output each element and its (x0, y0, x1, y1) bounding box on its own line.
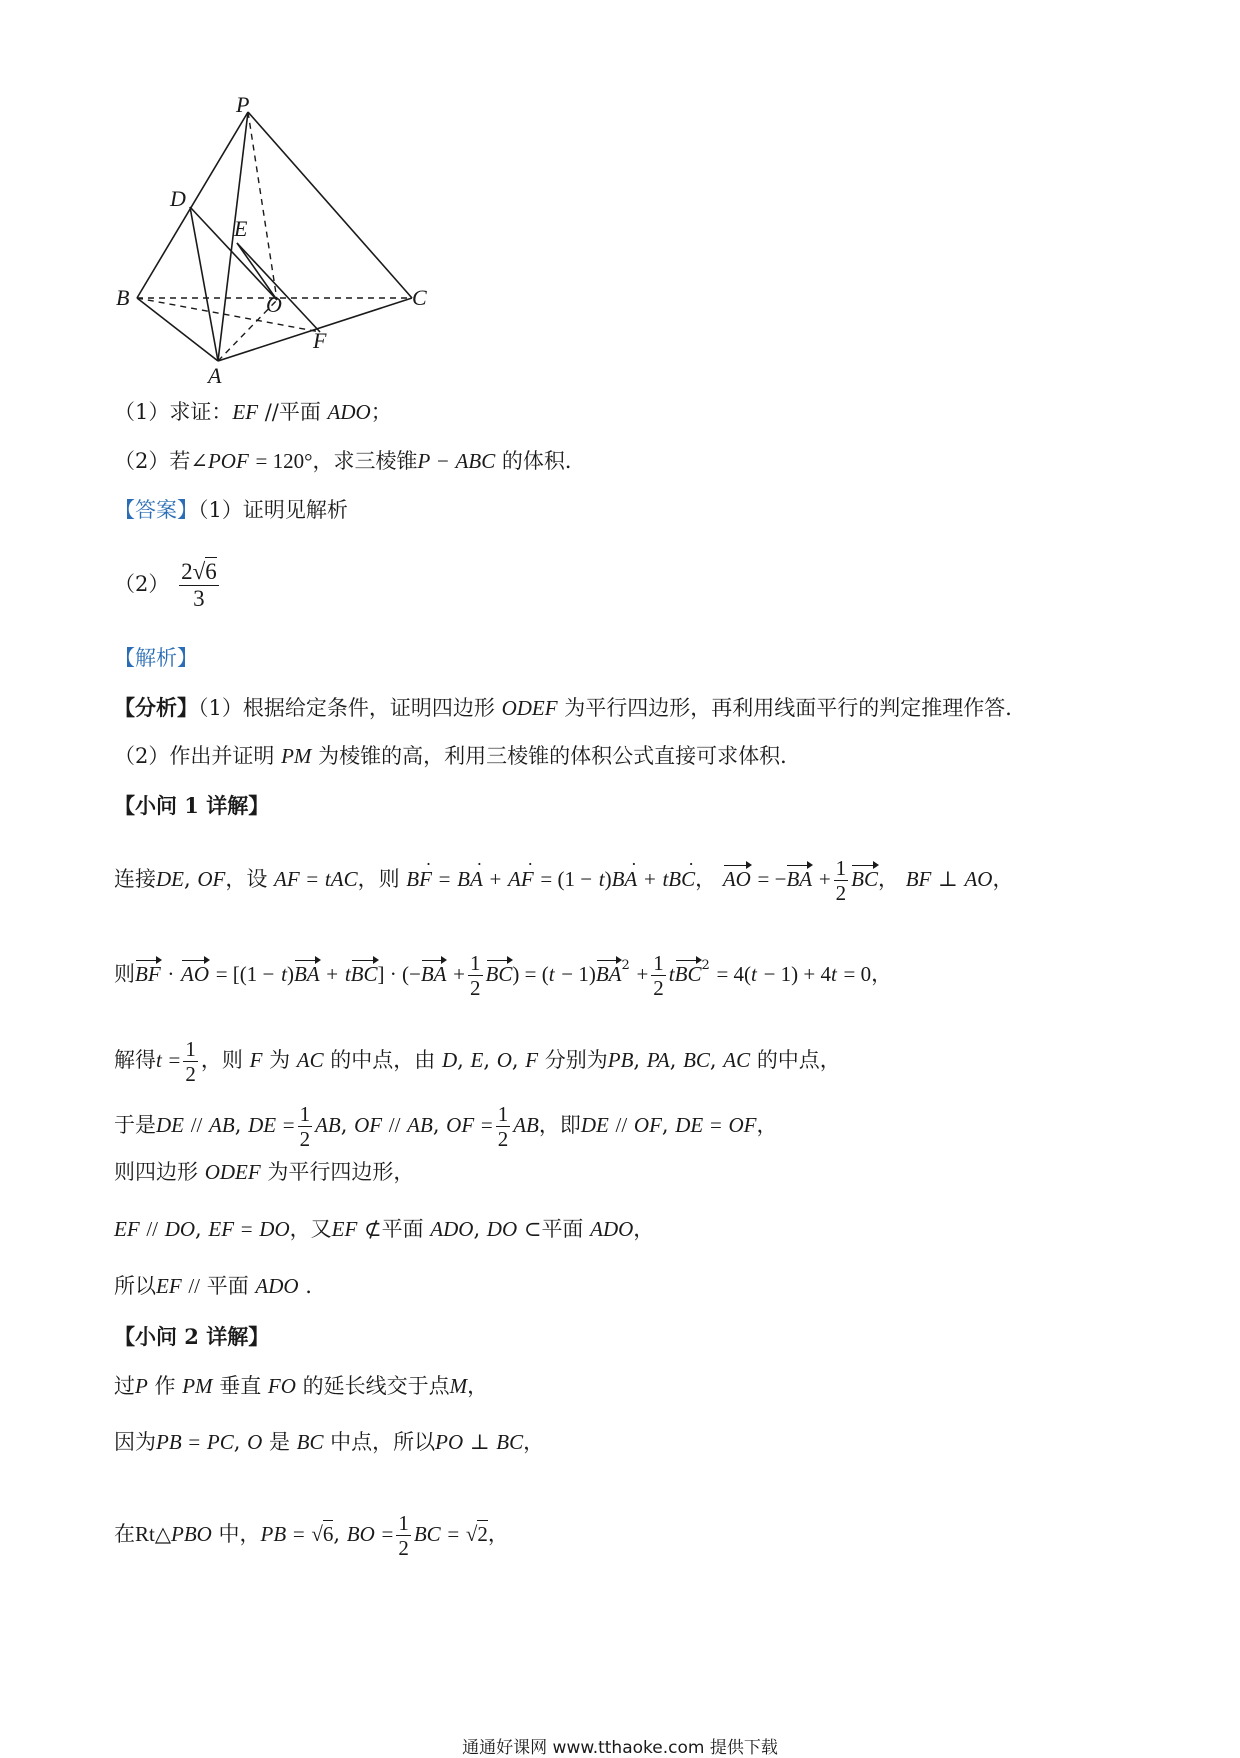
sub1-line-5: 则四边形 ODEF 为平行四边形， (114, 1160, 415, 1184)
sub2-line-3: 在Rt△PBO 中，PB = √6, BO = $\frac{1}{2}$ BC = √2， (114, 1511, 509, 1561)
analysis-tag: 【解析】 (114, 646, 198, 670)
sub1-line-1: 连接DE, OF，设 AF = tAC，则 B· F = B· A + A· F = (1 − t)B· A + tB· C， AO = −BA + $\frac{1}{2}$ BC， BF ⊥ AO， (114, 857, 1013, 904)
answer-tag: 【答案】 (114, 498, 198, 522)
vertex-label-d: D (170, 186, 186, 211)
sub2-line-2: 因为PB = PC, O 是 BC 中点，所以PO ⊥ BC， (114, 1430, 545, 1454)
question-2: （2）若∠POF = 120°，求三棱锥P − ABC 的体积． (114, 449, 586, 473)
sub2-title: 【小问 2 详解】 (114, 1324, 270, 1349)
vertex-label-p: P (236, 92, 250, 117)
sub1-title: 【小问 1 详解】 (114, 793, 270, 818)
sub1-line-3: 解得t = $\frac{1}{2}$ ，则 F 为 AC 的中点，由 D, E, O, F 分别为PB, PA, BC, AC 的中点， (114, 1037, 841, 1087)
sub1-line-6: EF // DO, EF = DO，又EF ⊄平面 ADO, DO ⊂平面 ADO， (114, 1217, 655, 1241)
vertex-label-o: O (266, 292, 282, 317)
vertex-label-e: E (234, 216, 248, 241)
analysis-point-2: （2）作出并证明 PM 为棱锥的高，利用三棱锥的体积公式直接可求体积． (114, 744, 802, 768)
sub1-line-7: 所以EF // 平面 ADO . (114, 1274, 312, 1298)
sub1-line-2: 则BF · AO = [(1 − t)BA + tBC] · (−BA + $\frac{1}{2}$ $BC) = (t - 1)BA^2$ + $\frac{1}{2}$ tBC$^2$ = 4(t − 1) + 4t = 0， (114, 951, 893, 1001)
vertex-label-c: C (412, 285, 427, 310)
vertex-label-a: A (208, 363, 222, 388)
sub1-line-4: 于是DE // AB, DE = $\frac{1}{2}$ AB, OF // AB, OF = $\frac{1}{2}$ AB，即DE // OF, DE = OF， (114, 1102, 778, 1152)
page-footer: 通通好课网 www.tthaoke.com 提供下载 (462, 1738, 778, 1758)
analysis-point-1: 【分析】（1）根据给定条件，证明四边形 ODEF 为平行四边形，再利用线面平行的判定推理作答． (114, 695, 1027, 720)
sub2-line-1: 过P 作 PM 垂直 FO 的延长线交于点M， (114, 1374, 489, 1398)
pyramid-figure (0, 0, 1240, 400)
answer-part-2: （2） $\frac{2√6}{3}$ (114, 559, 217, 612)
question-1: （1）求证：EF //平面 ADO； (114, 400, 392, 424)
answer-part-1: 【答案】（1）证明见解析 (114, 498, 348, 522)
vertex-label-f: F (313, 328, 327, 353)
vertex-label-b: B (116, 285, 130, 310)
